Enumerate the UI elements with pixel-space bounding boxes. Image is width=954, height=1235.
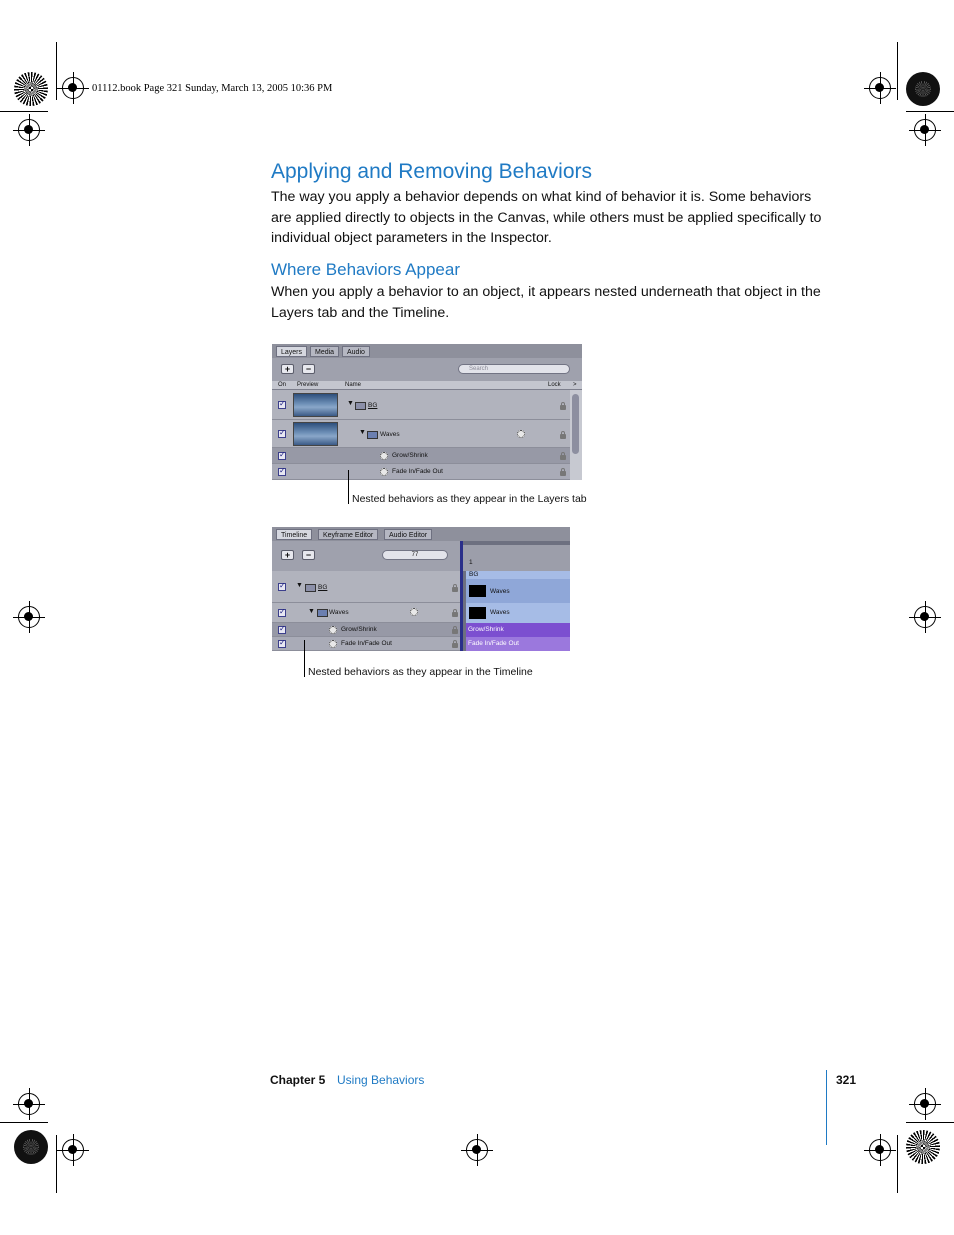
- crop-line: [897, 42, 898, 100]
- track-label: Grow/Shrink: [468, 626, 504, 633]
- registration-mark-icon: [18, 606, 40, 628]
- ruler-start: 1: [469, 559, 473, 566]
- timeline-layer-row[interactable]: [272, 603, 460, 623]
- checkbox-icon[interactable]: [278, 583, 286, 591]
- tab-audio-editor[interactable]: Audio Editor: [384, 529, 432, 540]
- behavior-name: Fade In/Fade Out: [392, 468, 443, 475]
- starburst-target-icon: [906, 72, 940, 106]
- tab-audio[interactable]: Audio: [342, 346, 370, 357]
- behavior-name: Grow/Shrink: [392, 452, 428, 459]
- behavior-track-bar[interactable]: [466, 623, 570, 637]
- col-lock: Lock: [548, 382, 561, 388]
- checkbox-icon[interactable]: [278, 401, 286, 409]
- column-header: [272, 381, 582, 390]
- chevron-right-icon: >: [573, 382, 577, 388]
- checkbox-icon[interactable]: [278, 609, 286, 617]
- remove-button[interactable]: −: [302, 364, 315, 374]
- section-title: Applying and Removing Behaviors: [271, 160, 593, 183]
- group-icon: [355, 402, 366, 410]
- starburst-target-icon: [14, 1130, 48, 1164]
- registration-mark-icon: [869, 77, 891, 99]
- lock-icon[interactable]: [560, 471, 566, 476]
- checkbox-icon[interactable]: [278, 626, 286, 634]
- disclosure-triangle-icon[interactable]: ▼: [296, 582, 303, 589]
- behavior-name: Fade In/Fade Out: [341, 640, 392, 647]
- footer-chapter-title: Using Behaviors: [337, 1073, 425, 1087]
- timeline-behavior-row[interactable]: [272, 623, 460, 637]
- crop-line: [56, 42, 57, 100]
- callout-line: [304, 640, 305, 677]
- scrollbar[interactable]: [570, 390, 582, 480]
- registration-mark-icon: [914, 606, 936, 628]
- behavior-row[interactable]: [272, 464, 570, 480]
- lock-icon[interactable]: [560, 405, 566, 410]
- intro-paragraph: The way you apply a behavior depends on what kind of behavior it is. Some behaviors are applied directly to objects in the Canvas, while others must be applied specifically to individual object parameters in the Inspector.: [271, 189, 822, 246]
- behavior-track-bar[interactable]: [466, 637, 570, 651]
- timeline-layer-row[interactable]: [272, 571, 460, 603]
- tab-bar: [272, 344, 582, 358]
- toolbar: [272, 358, 582, 381]
- crop-line: [906, 111, 954, 112]
- lock-icon[interactable]: [452, 612, 458, 617]
- lock-icon[interactable]: [560, 434, 566, 439]
- lock-icon[interactable]: [560, 455, 566, 460]
- track-thumbnail: [469, 607, 486, 619]
- layer-row[interactable]: [272, 420, 570, 448]
- preview-thumbnail: [293, 422, 338, 446]
- lock-icon[interactable]: [452, 629, 458, 634]
- timeline-behavior-row[interactable]: [272, 637, 460, 651]
- layer-icon: [367, 431, 378, 439]
- layer-icon: [317, 609, 328, 617]
- layer-name: BG: [318, 584, 328, 591]
- timeline-caption: Nested behaviors as they appear in the Timeline: [308, 666, 533, 678]
- registration-mark-icon: [18, 1093, 40, 1115]
- track-label: Fade In/Fade Out: [468, 640, 519, 647]
- disclosure-triangle-icon[interactable]: ▼: [347, 400, 354, 407]
- lock-icon[interactable]: [452, 643, 458, 648]
- tab-media[interactable]: Media: [310, 346, 339, 357]
- col-name: Name: [345, 382, 362, 388]
- registration-mark-icon: [18, 119, 40, 141]
- preview-thumbnail: [293, 393, 338, 417]
- gear-icon: [517, 430, 525, 438]
- track-label: Waves: [490, 588, 510, 595]
- registration-mark-icon: [62, 1139, 84, 1161]
- scrollbar-thumb[interactable]: [572, 394, 579, 454]
- footer-divider: [826, 1070, 827, 1145]
- page-number: 321: [836, 1073, 857, 1087]
- tab-keyframe-editor[interactable]: Keyframe Editor: [318, 529, 378, 540]
- time-ruler[interactable]: [460, 545, 570, 571]
- col-preview: Preview: [297, 382, 319, 388]
- registration-mark-icon: [914, 119, 936, 141]
- tab-layers[interactable]: Layers: [276, 346, 307, 357]
- behavior-gear-icon: [329, 640, 337, 648]
- print-header: 01112.book Page 321 Sunday, March 13, 2005 10:36 PM: [92, 83, 333, 94]
- disclosure-triangle-icon[interactable]: ▼: [359, 429, 366, 436]
- layer-name: BG: [368, 402, 378, 409]
- behavior-row[interactable]: [272, 448, 570, 464]
- track-thumbnail: [469, 585, 486, 597]
- starburst-target-icon: [14, 72, 48, 106]
- track-label: BG: [469, 571, 479, 578]
- layer-name: Waves: [329, 609, 349, 616]
- crop-line: [0, 1122, 48, 1123]
- crop-line: [897, 1135, 898, 1193]
- group-icon: [305, 584, 316, 592]
- timeline-panel-screenshot: [272, 527, 570, 651]
- remove-button[interactable]: −: [302, 550, 315, 560]
- behavior-gear-icon: [380, 452, 388, 460]
- track-bar[interactable]: [466, 571, 570, 579]
- track-bar[interactable]: [466, 603, 570, 623]
- tab-bar: [272, 527, 570, 541]
- lock-icon[interactable]: [452, 587, 458, 592]
- crop-line: [906, 1122, 954, 1123]
- checkbox-icon[interactable]: [278, 430, 286, 438]
- layers-panel-screenshot: [272, 344, 582, 480]
- add-button[interactable]: +: [281, 550, 294, 560]
- checkbox-icon[interactable]: [278, 452, 286, 460]
- checkbox-icon[interactable]: [278, 468, 286, 476]
- registration-mark-icon: [869, 1139, 891, 1161]
- sub-paragraph: When you apply a behavior to an object, it appears nested underneath that object in the Layers tab and the Timeline.: [271, 284, 821, 321]
- toolbar: [272, 541, 460, 571]
- search-input[interactable]: Search: [458, 364, 570, 374]
- starburst-target-icon: [906, 1130, 940, 1164]
- registration-mark-icon: [466, 1139, 488, 1161]
- behavior-gear-icon: [380, 468, 388, 476]
- footer-chapter: Chapter 5: [270, 1073, 326, 1087]
- checkbox-icon[interactable]: [278, 640, 286, 648]
- layers-caption: Nested behaviors as they appear in the Layers tab: [352, 493, 587, 505]
- frame-field[interactable]: 77: [382, 550, 448, 560]
- subsection-title: Where Behaviors Appear: [271, 260, 460, 279]
- registration-mark-icon: [62, 77, 84, 99]
- add-button[interactable]: +: [281, 364, 294, 374]
- disclosure-triangle-icon[interactable]: ▼: [308, 608, 315, 615]
- crop-line: [0, 111, 48, 112]
- layer-name: Waves: [380, 431, 400, 438]
- track-label: Waves: [490, 609, 510, 616]
- tab-timeline[interactable]: Timeline: [276, 529, 312, 540]
- track-bar[interactable]: [466, 579, 570, 603]
- track-area: [460, 541, 570, 651]
- gear-icon: [410, 608, 418, 616]
- registration-mark-icon: [914, 1093, 936, 1115]
- layer-row[interactable]: [272, 390, 570, 420]
- playhead[interactable]: [460, 541, 463, 651]
- behavior-name: Grow/Shrink: [341, 626, 377, 633]
- crop-line: [56, 1135, 57, 1193]
- behavior-gear-icon: [329, 626, 337, 634]
- col-on: On: [278, 382, 287, 388]
- callout-line: [348, 470, 349, 504]
